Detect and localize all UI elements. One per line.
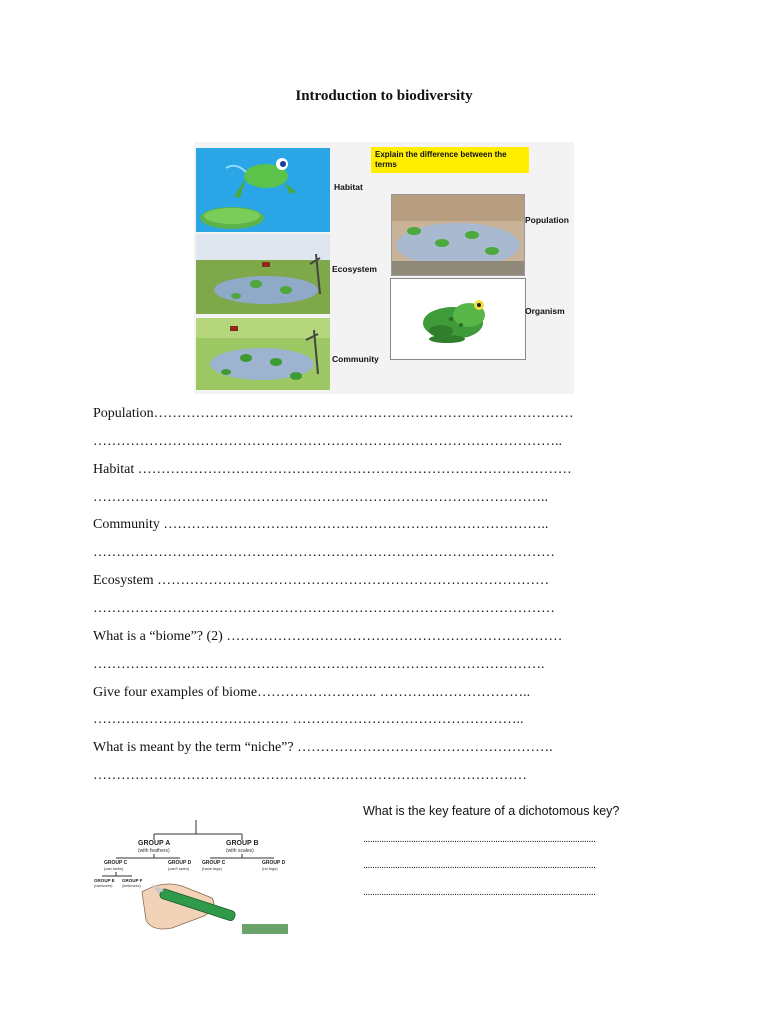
population-label: Population: [525, 215, 569, 225]
ecosystem-illustration: [196, 234, 330, 314]
community-question: Community ………………………………………………………………………..: [93, 517, 549, 532]
habitat-illustration: [196, 148, 330, 232]
biome-examples-question: Give four examples of biome…………………….. ………….………………..: [93, 685, 531, 700]
organism-panel: [390, 278, 526, 360]
niche-question: What is meant by the term “niche”? ……………………………………………….: [93, 740, 553, 755]
dichotomous-key-question: What is the key feature of a dichotomous key?: [363, 804, 620, 818]
group-f-sub: (herbivores): [122, 884, 141, 888]
answer-line: ......................................................................................................: [363, 834, 596, 845]
habitat-label: Habitat: [334, 182, 363, 192]
answer-line: ………………………………………………………………………………………: [93, 545, 555, 560]
dichotomous-key-illustration: [92, 820, 288, 934]
community-panel: [196, 318, 330, 390]
hand-with-pen-icon: [142, 884, 288, 934]
ecosystem-panel: [196, 234, 330, 314]
habitat-panel: [196, 148, 330, 232]
group-a-label: GROUP A: [138, 840, 171, 847]
ecosystem-question: Ecosystem …………………………………………………………………………: [93, 573, 550, 588]
group-e-sub: (carnivores): [94, 884, 113, 888]
instruction-box: Explain the difference between the terms: [371, 147, 529, 173]
group-c2-sub: (have legs): [202, 866, 222, 871]
community-illustration: [196, 318, 330, 390]
group-b-sub: (with scales): [226, 848, 254, 854]
group-d1-label: GROUP D: [168, 860, 192, 866]
group-a-sub: (with feathers): [138, 848, 170, 854]
community-label: Community: [332, 354, 379, 364]
habitat-question: Habitat …………………………………………………………………………………: [93, 462, 572, 477]
group-c1-sub: (can swim): [104, 866, 124, 871]
group-c2-label: GROUP C: [202, 860, 226, 866]
group-d2-sub: (no legs): [262, 866, 278, 871]
ecosystem-label: Ecosystem: [332, 264, 377, 274]
group-d2-label: GROUP D: [262, 860, 286, 866]
answer-line: ………………………………………………………………………………………..: [93, 434, 562, 449]
group-e-label: GROUP E: [94, 878, 115, 883]
frog-illustration: [391, 279, 525, 359]
biodiversity-figure: [194, 142, 574, 394]
answer-line: …………………………………………………………………………………: [93, 768, 527, 783]
organism-label: Organism: [525, 306, 565, 316]
group-c1-label: GROUP C: [104, 860, 128, 866]
group-f-label: GROUP F: [122, 878, 143, 883]
answer-line: …………………………………………………………………………………….: [93, 657, 545, 672]
group-d1-sub: (can't swim): [168, 866, 190, 871]
answer-line: ……………………………………………………………………………………..: [93, 490, 548, 505]
population-illustration: [392, 195, 524, 275]
page-title: Introduction to biodiversity: [295, 88, 473, 104]
population-question: Population………………………………………………………………………………: [93, 406, 574, 421]
biome-question: What is a “biome”? (2) ………………………………………………………………: [93, 629, 563, 644]
answer-line: ………………………………………………………………………………………: [93, 601, 555, 616]
answer-line: ......................................................................................................: [363, 860, 596, 871]
group-b-label: GROUP B: [226, 840, 259, 847]
population-panel: [391, 194, 525, 276]
answer-line: …………………………………… …………………………………………..: [93, 712, 524, 727]
answer-line: ......................................................................................................: [363, 887, 596, 898]
